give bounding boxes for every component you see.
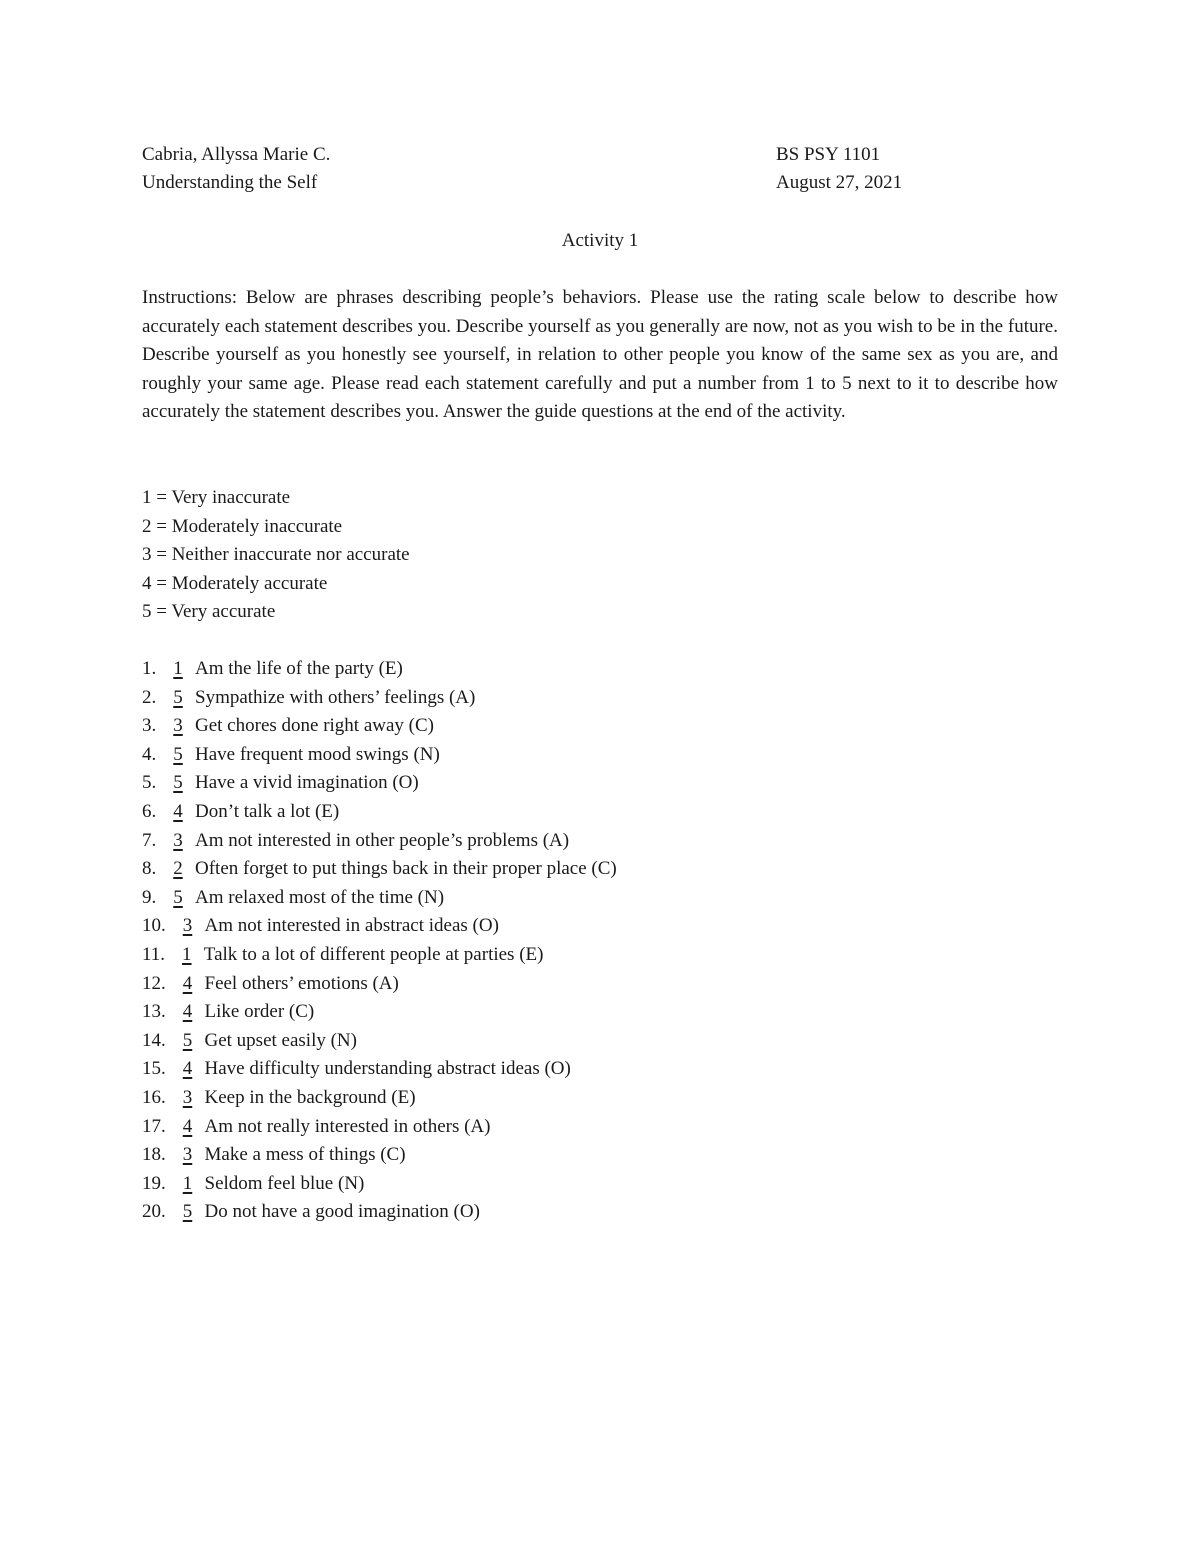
list-item xyxy=(142,941,942,970)
list-item xyxy=(142,741,942,770)
item-number: 2. xyxy=(142,686,157,708)
list-item xyxy=(142,912,942,941)
list-item xyxy=(142,855,942,884)
item-statement: Am not really interested in others (A) xyxy=(204,1115,491,1137)
item-statement: Don’t talk a lot (E) xyxy=(195,800,340,822)
submission-date: August 27, 2021 xyxy=(776,172,903,193)
item-number: 9. xyxy=(142,886,157,908)
course-name: Understanding the Self xyxy=(142,172,318,193)
list-item xyxy=(142,1113,942,1142)
item-rating: 3 xyxy=(182,1086,193,1108)
item-statement: Have difficulty understanding abstract ideas (O) xyxy=(204,1058,571,1080)
item-statement: Am the life of the party (E) xyxy=(195,658,403,679)
list-item xyxy=(142,1170,942,1199)
list-item xyxy=(142,712,942,741)
item-rating: 1 xyxy=(182,943,192,965)
instructions-paragraph: Instructions: Below are phrases describing people’s behaviors. Please use the rating scale below to describe how accurately each statement describes you. Describe yourself as you generally are now, not as you wish to be in the future. Describe yourself as you honestly see yourself, in relation to other people you know of the same sex as you are, and roughly your same age. Please read each statement carefully and put a number from 1 to 5 next to it to describe how accurately the statement describes you. Answer the guide questions at the end of the activity. xyxy=(142,287,1058,423)
item-number: 11. xyxy=(142,943,166,965)
item-statement: Have a vivid imagination (O) xyxy=(195,772,419,794)
list-item xyxy=(142,884,942,913)
item-rating: 5 xyxy=(182,1029,193,1051)
item-number: 16. xyxy=(142,1086,166,1108)
item-rating: 4 xyxy=(182,1001,193,1023)
item-statement: Get chores done right away (C) xyxy=(195,715,435,737)
list-item xyxy=(142,998,942,1027)
scale-item: 1 = Very inaccurate xyxy=(142,487,291,508)
item-statement: Sympathize with others’ feelings (A) xyxy=(195,686,476,708)
item-rating: 1 xyxy=(173,658,183,679)
item-number: 20. xyxy=(142,1201,166,1223)
item-number: 15. xyxy=(142,1058,166,1080)
item-rating: 3 xyxy=(173,829,183,851)
section-code: BS PSY 1101 xyxy=(776,144,881,165)
item-number: 5. xyxy=(142,772,157,794)
item-rating: 4 xyxy=(182,1115,193,1137)
item-statement: Am not interested in abstract ideas (O) xyxy=(204,915,499,937)
item-number: 6. xyxy=(142,800,157,822)
item-statement: Feel others’ emotions (A) xyxy=(204,972,399,994)
header-row-1 xyxy=(142,141,922,169)
item-number: 18. xyxy=(142,1144,166,1166)
item-number: 12. xyxy=(142,972,166,994)
item-statement: Have frequent mood swings (N) xyxy=(195,743,440,765)
item-number: 17. xyxy=(142,1115,166,1137)
item-rating: 5 xyxy=(173,743,183,765)
item-statement: Keep in the background (E) xyxy=(204,1086,416,1108)
item-rating: 5 xyxy=(182,1201,193,1223)
list-item xyxy=(142,684,942,713)
item-rating: 3 xyxy=(182,1144,193,1166)
item-statement: Am relaxed most of the time (N) xyxy=(195,886,445,908)
list-item xyxy=(142,798,942,827)
item-rating: 4 xyxy=(182,1058,193,1080)
item-number: 7. xyxy=(142,829,157,851)
list-item xyxy=(142,1084,942,1113)
scale-item: 3 = Neither inaccurate nor accurate xyxy=(142,544,410,565)
item-number: 14. xyxy=(142,1029,166,1051)
list-item xyxy=(142,769,942,798)
item-statement: Seldom feel blue (N) xyxy=(204,1172,365,1194)
item-statement: Often forget to put things back in their proper place (C) xyxy=(195,858,617,880)
item-statement: Make a mess of things (C) xyxy=(204,1144,406,1166)
header-row-2 xyxy=(142,169,922,197)
list-item xyxy=(142,655,942,684)
item-rating: 5 xyxy=(173,772,183,794)
item-rating: 2 xyxy=(173,858,183,880)
scale-item: 2 = Moderately inaccurate xyxy=(142,515,343,537)
item-number: 8. xyxy=(142,858,157,880)
list-item xyxy=(142,827,942,856)
scale-item: 4 = Moderately accurate xyxy=(142,572,328,594)
item-rating: 4 xyxy=(182,972,193,994)
item-number: 13. xyxy=(142,1001,166,1023)
student-name: Cabria, Allyssa Marie C. xyxy=(142,144,331,165)
scale-item: 5 = Very accurate xyxy=(142,601,276,622)
item-statement: Do not have a good imagination (O) xyxy=(204,1201,480,1223)
item-rating: 1 xyxy=(182,1172,193,1194)
item-statement: Am not interested in other people’s problems (A) xyxy=(195,829,570,851)
item-statement: Get upset easily (N) xyxy=(204,1029,357,1051)
item-number: 10. xyxy=(142,915,166,937)
item-statement: Talk to a lot of different people at parties (E) xyxy=(203,943,544,965)
rating-scale xyxy=(142,484,842,627)
list-item xyxy=(142,1141,942,1170)
item-rating: 5 xyxy=(173,886,183,908)
item-statement: Like order (C) xyxy=(204,1001,315,1023)
list-item xyxy=(142,1027,942,1056)
item-rating: 5 xyxy=(173,686,183,708)
item-rating: 3 xyxy=(173,715,183,737)
item-number: 4. xyxy=(142,743,157,765)
list-item xyxy=(142,1055,942,1084)
list-item xyxy=(142,970,942,999)
item-number: 1. xyxy=(142,658,157,679)
page-title: Activity 1 xyxy=(561,230,639,251)
item-number: 3. xyxy=(142,715,157,737)
item-rating: 3 xyxy=(182,915,193,937)
item-number: 19. xyxy=(142,1172,166,1194)
statement-list xyxy=(142,655,942,1227)
list-item xyxy=(142,1198,942,1227)
item-rating: 4 xyxy=(173,800,183,822)
